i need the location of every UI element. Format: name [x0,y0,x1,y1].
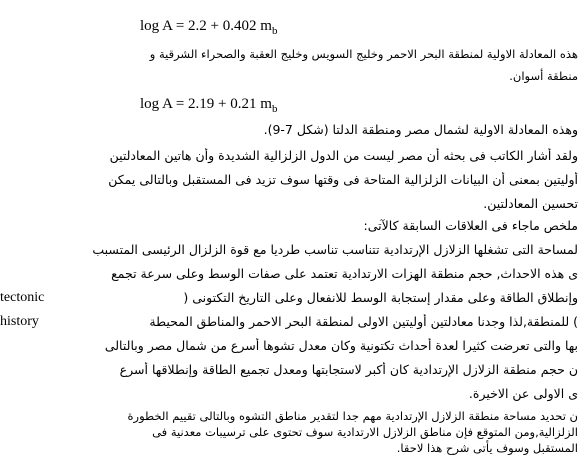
paragraph-line: بها والتى تعرضت كثيرا لعدة أحداث تكتونية وكان معدل تشوها أسرع من شمال مصر وبالتالى [104,338,578,353]
paragraph-line: المستقبل وسوف يأتى شرح هذا لاحقا. [396,441,578,455]
paragraph-line: لمساحة التى تشغلها الزلازل الإرتدادية تتناسب تناسب طرديا مع قوة الزلزال الرئيسى المتسبب [92,242,578,257]
paragraph-line: الزلزالية,ومن المتوقع فإن مناطق الزلازل الارتدادية سوف تحتوى على ترسيبات معدنية فى [152,425,578,439]
equation-2-subscript: b [271,103,278,115]
equation-1 [140,18,277,37]
paragraph-line: ولقد أشار الكاتب فى بحثه أن مصر ليست من الدول الزلزالية الشديدة وأن هاتين المعادلتين [109,148,578,163]
paragraph-line: تحسين المعادلتين. [483,196,578,211]
english-term: history [0,314,39,329]
paragraph-line: ن حجم منطقة الزلازل الإرتدادية كان أكبر لاستجابتها ومعدل تجميع الطاقة وإنطلاقها أسرع [119,362,578,377]
equation-1-subscript: b [271,25,278,37]
paragraph-line: ى الاولى عن الاخيرة. [468,386,578,401]
paragraph-line: منطقة أسوان. [509,69,578,83]
equation-1-text: log A = 2.2 + 0.402 m [140,18,272,34]
equation-2 [140,96,277,115]
paragraph-line: وهذه المعادلة الاولية لشمال مصر ومنطقة الدلتا (شكل 7-9). [263,122,578,137]
paragraph-line: ن تحديد مساحة منطقة الزلازل الإرتدادية مهم جدا لتقدير مناطق التشوه وبالتالى تقييم الخطورة [127,409,578,423]
equation-2-text: log A = 2.19 + 0.21 m [140,96,272,112]
paragraph-line: ى هذه الاحداث, حجم منطقة الهزات الارتدادية تعتمد على صفات الوسط وعلى سرعة تجمع [111,266,578,281]
paragraph-line: هذه المعادلة الاولية لمنطقة البحر الاحمر وخليج السويس وخليج العقبة والصحراء الشرقية و [149,47,578,61]
paragraph-line: ) للمنطقة,لذا وجدنا معادلتين أوليتين الاولى لمنطقة البحر الاحمر والمناطق المحيطة [149,314,578,329]
paragraph-line: وإنطلاق الطاقة وعلى مقدار إستجابة الوسط للانفعال وعلى التاريخ التكتونى ( [183,290,578,305]
section-heading: ملخص ماجاء فى العلاقات السابقة كالآتى: [363,218,578,233]
paragraph-line: أوليتين بمعنى أن البيانات الزلزالية المتاحة فى وقتها سوف تزيد فى المستقبل وبالتالى يمكن [108,172,578,187]
english-term: tectonic [0,290,45,305]
